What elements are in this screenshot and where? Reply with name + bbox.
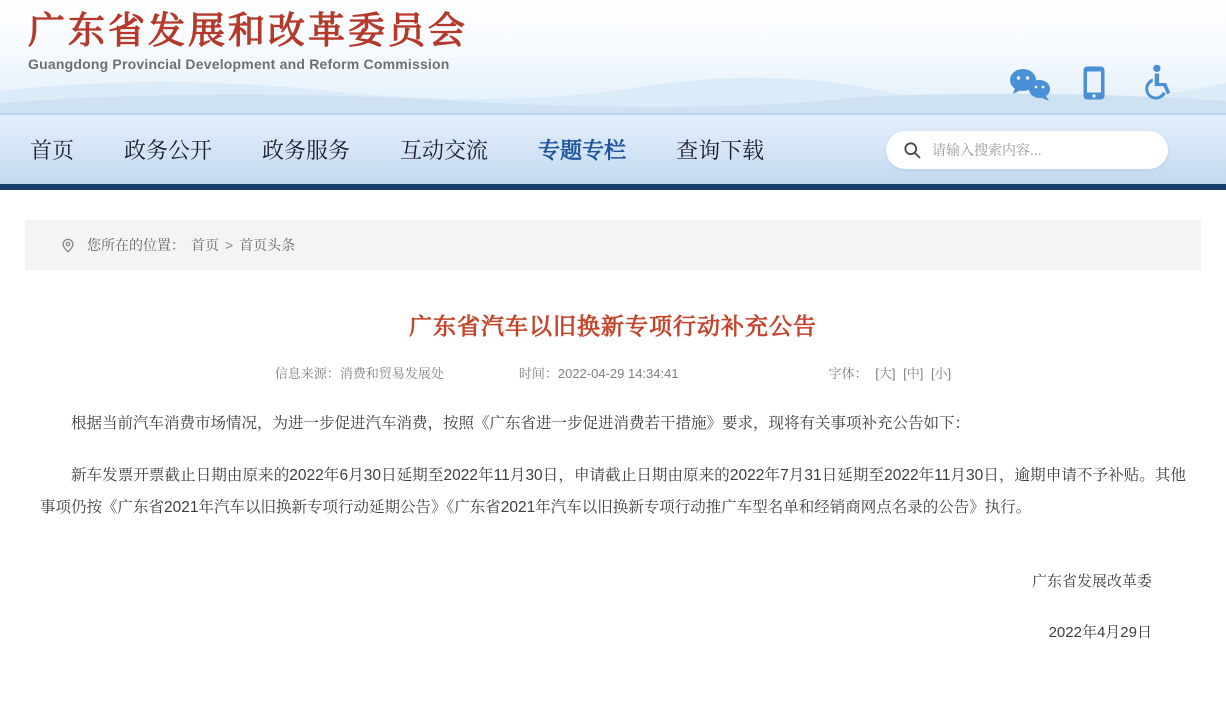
nav-item-special-topics[interactable]: 专题专栏	[538, 138, 627, 163]
mobile-icon[interactable]	[1082, 65, 1106, 101]
article-title: 广东省汽车以旧换新专项行动补充公告	[409, 313, 817, 339]
wechat-icon[interactable]	[1008, 67, 1052, 101]
breadcrumb	[25, 220, 1201, 270]
font-size-label: 字体：	[828, 366, 868, 381]
meta-time	[519, 363, 679, 382]
site-title: 广东省发展和改革委员会	[28, 10, 468, 51]
header-quick-links	[1008, 63, 1174, 101]
article-meta	[40, 363, 1186, 382]
nav-item-gov-services[interactable]: 政务服务	[262, 138, 351, 163]
main-navigation	[0, 113, 1226, 190]
font-size-large-button[interactable]: [大]	[875, 366, 896, 381]
breadcrumb-current[interactable]: 首页头条	[239, 237, 296, 253]
site-subtitle: Guangdong Provincial Development and Reform Commission	[28, 56, 450, 73]
nav-item-interaction[interactable]: 互动交流	[400, 138, 489, 163]
nav-item-gov-disclosure[interactable]: 政务公开	[124, 138, 213, 163]
signature-date: 2022年4月29日	[1048, 624, 1152, 641]
article-paragraph: 新车发票开票截止日期由原来的2022年6月30日延期至2022年11月30日，申请截止日期由原来的2022年7月31日延期至2022年11月30日，逾期申请不予补贴。其他事项仍按《广东省2021年汽车以旧换新专项行动延期公告》《广东省2021年汽车以旧换新专项行动推广车型名单和经销商网点名录的公告》执行。	[40, 467, 1186, 516]
meta-source-value: 消费和贸易发展处	[339, 366, 444, 381]
article	[0, 308, 1226, 642]
breadcrumb-prefix: 您所在的位置：	[87, 237, 185, 253]
nav-item-query-download[interactable]: 查询下载	[676, 138, 765, 163]
search-icon[interactable]	[902, 140, 922, 160]
font-size-small-button[interactable]: [小]	[930, 366, 952, 381]
site-logo[interactable]	[28, 8, 468, 72]
meta-time-value: 2022-04-29 14:34:41	[557, 366, 679, 381]
meta-source	[275, 363, 444, 382]
search-input[interactable]	[932, 142, 1152, 158]
breadcrumb-separator: >	[225, 237, 234, 253]
signature-block	[40, 570, 1186, 642]
location-pin-icon	[59, 236, 77, 254]
site-header	[0, 0, 1226, 113]
article-paragraph: 根据当前汽车消费市场情况，为进一步促进汽车消费，按照《广东省进一步促进消费若干措施》要求，现将有关事项补充公告如下：	[71, 415, 971, 432]
font-size-medium-button[interactable]: [中]	[903, 366, 924, 381]
signature-issuer: 广东省发展改革委	[1031, 573, 1152, 590]
nav-item-home[interactable]: 首页	[30, 138, 75, 163]
search-box[interactable]	[886, 131, 1168, 169]
breadcrumb-home-link[interactable]: 首页	[191, 237, 219, 253]
meta-source-label: 信息来源：	[274, 366, 340, 381]
font-size-controls	[829, 363, 952, 382]
article-body	[40, 408, 1186, 524]
meta-time-label: 时间：	[518, 366, 558, 381]
accessibility-icon[interactable]	[1136, 63, 1174, 101]
